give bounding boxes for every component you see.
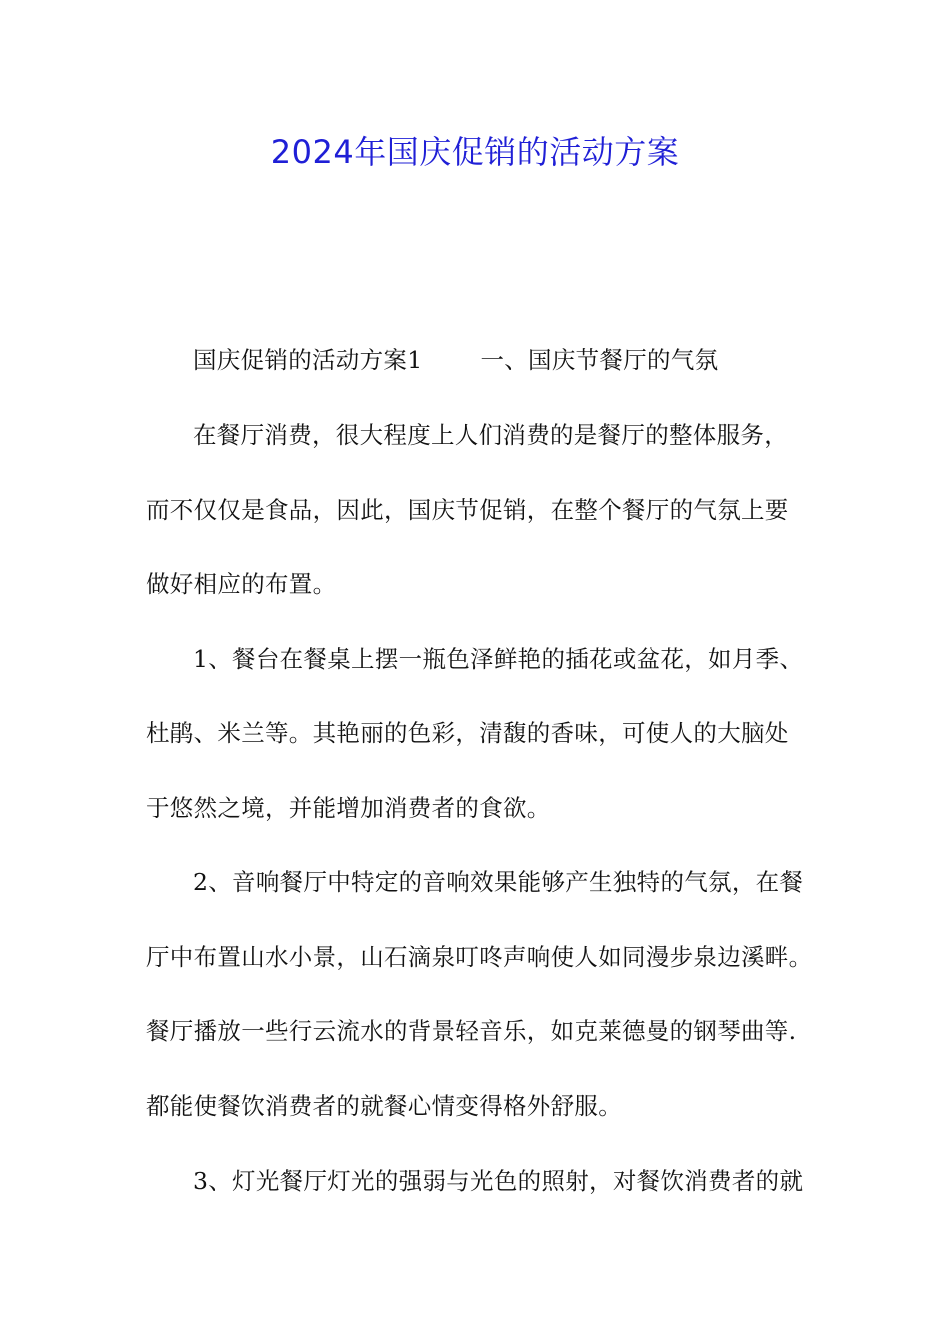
section-heading-left: 国庆促销的活动方案1 xyxy=(193,346,423,374)
paragraph-line: 于悠然之境，并能增加消费者的食欲。 xyxy=(146,794,551,822)
section-heading-right: 一、国庆节餐厅的气氛 xyxy=(480,346,719,374)
paragraph-line: 杜鹃、米兰等。其艳丽的色彩，清馥的香味，可使人的大脑处 xyxy=(146,719,789,747)
paragraph-line: 做好相应的布置。 xyxy=(146,570,337,598)
paragraph-line: 而不仅仅是食品，因此，国庆节促销，在整个餐厅的气氛上要 xyxy=(146,496,789,524)
paragraph-line: 2、音响餐厅中特定的音响效果能够产生独特的气氛，在餐 xyxy=(193,868,804,896)
paragraph-line: 厅中布置山水小景，山石滴泉叮咚声响使人如同漫步泉边溪畔。 xyxy=(146,943,813,971)
document-title: 2024年国庆促销的活动方案 xyxy=(270,133,680,171)
paragraph-line: 3、灯光餐厅灯光的强弱与光色的照射，对餐饮消费者的就 xyxy=(193,1167,804,1195)
paragraph-line: 餐厅播放一些行云流水的背景轻音乐，如克莱德曼的钢琴曲等. xyxy=(146,1017,797,1045)
paragraph-line: 在餐厅消费，很大程度上人们消费的是餐厅的整体服务， xyxy=(193,421,788,449)
section-heading xyxy=(193,344,833,376)
paragraph-line: 1、餐台在餐桌上摆一瓶色泽鲜艳的插花或盆花，如月季、 xyxy=(193,645,804,673)
paragraph-line: 都能使餐饮消费者的就餐心情变得格外舒服。 xyxy=(146,1092,622,1120)
